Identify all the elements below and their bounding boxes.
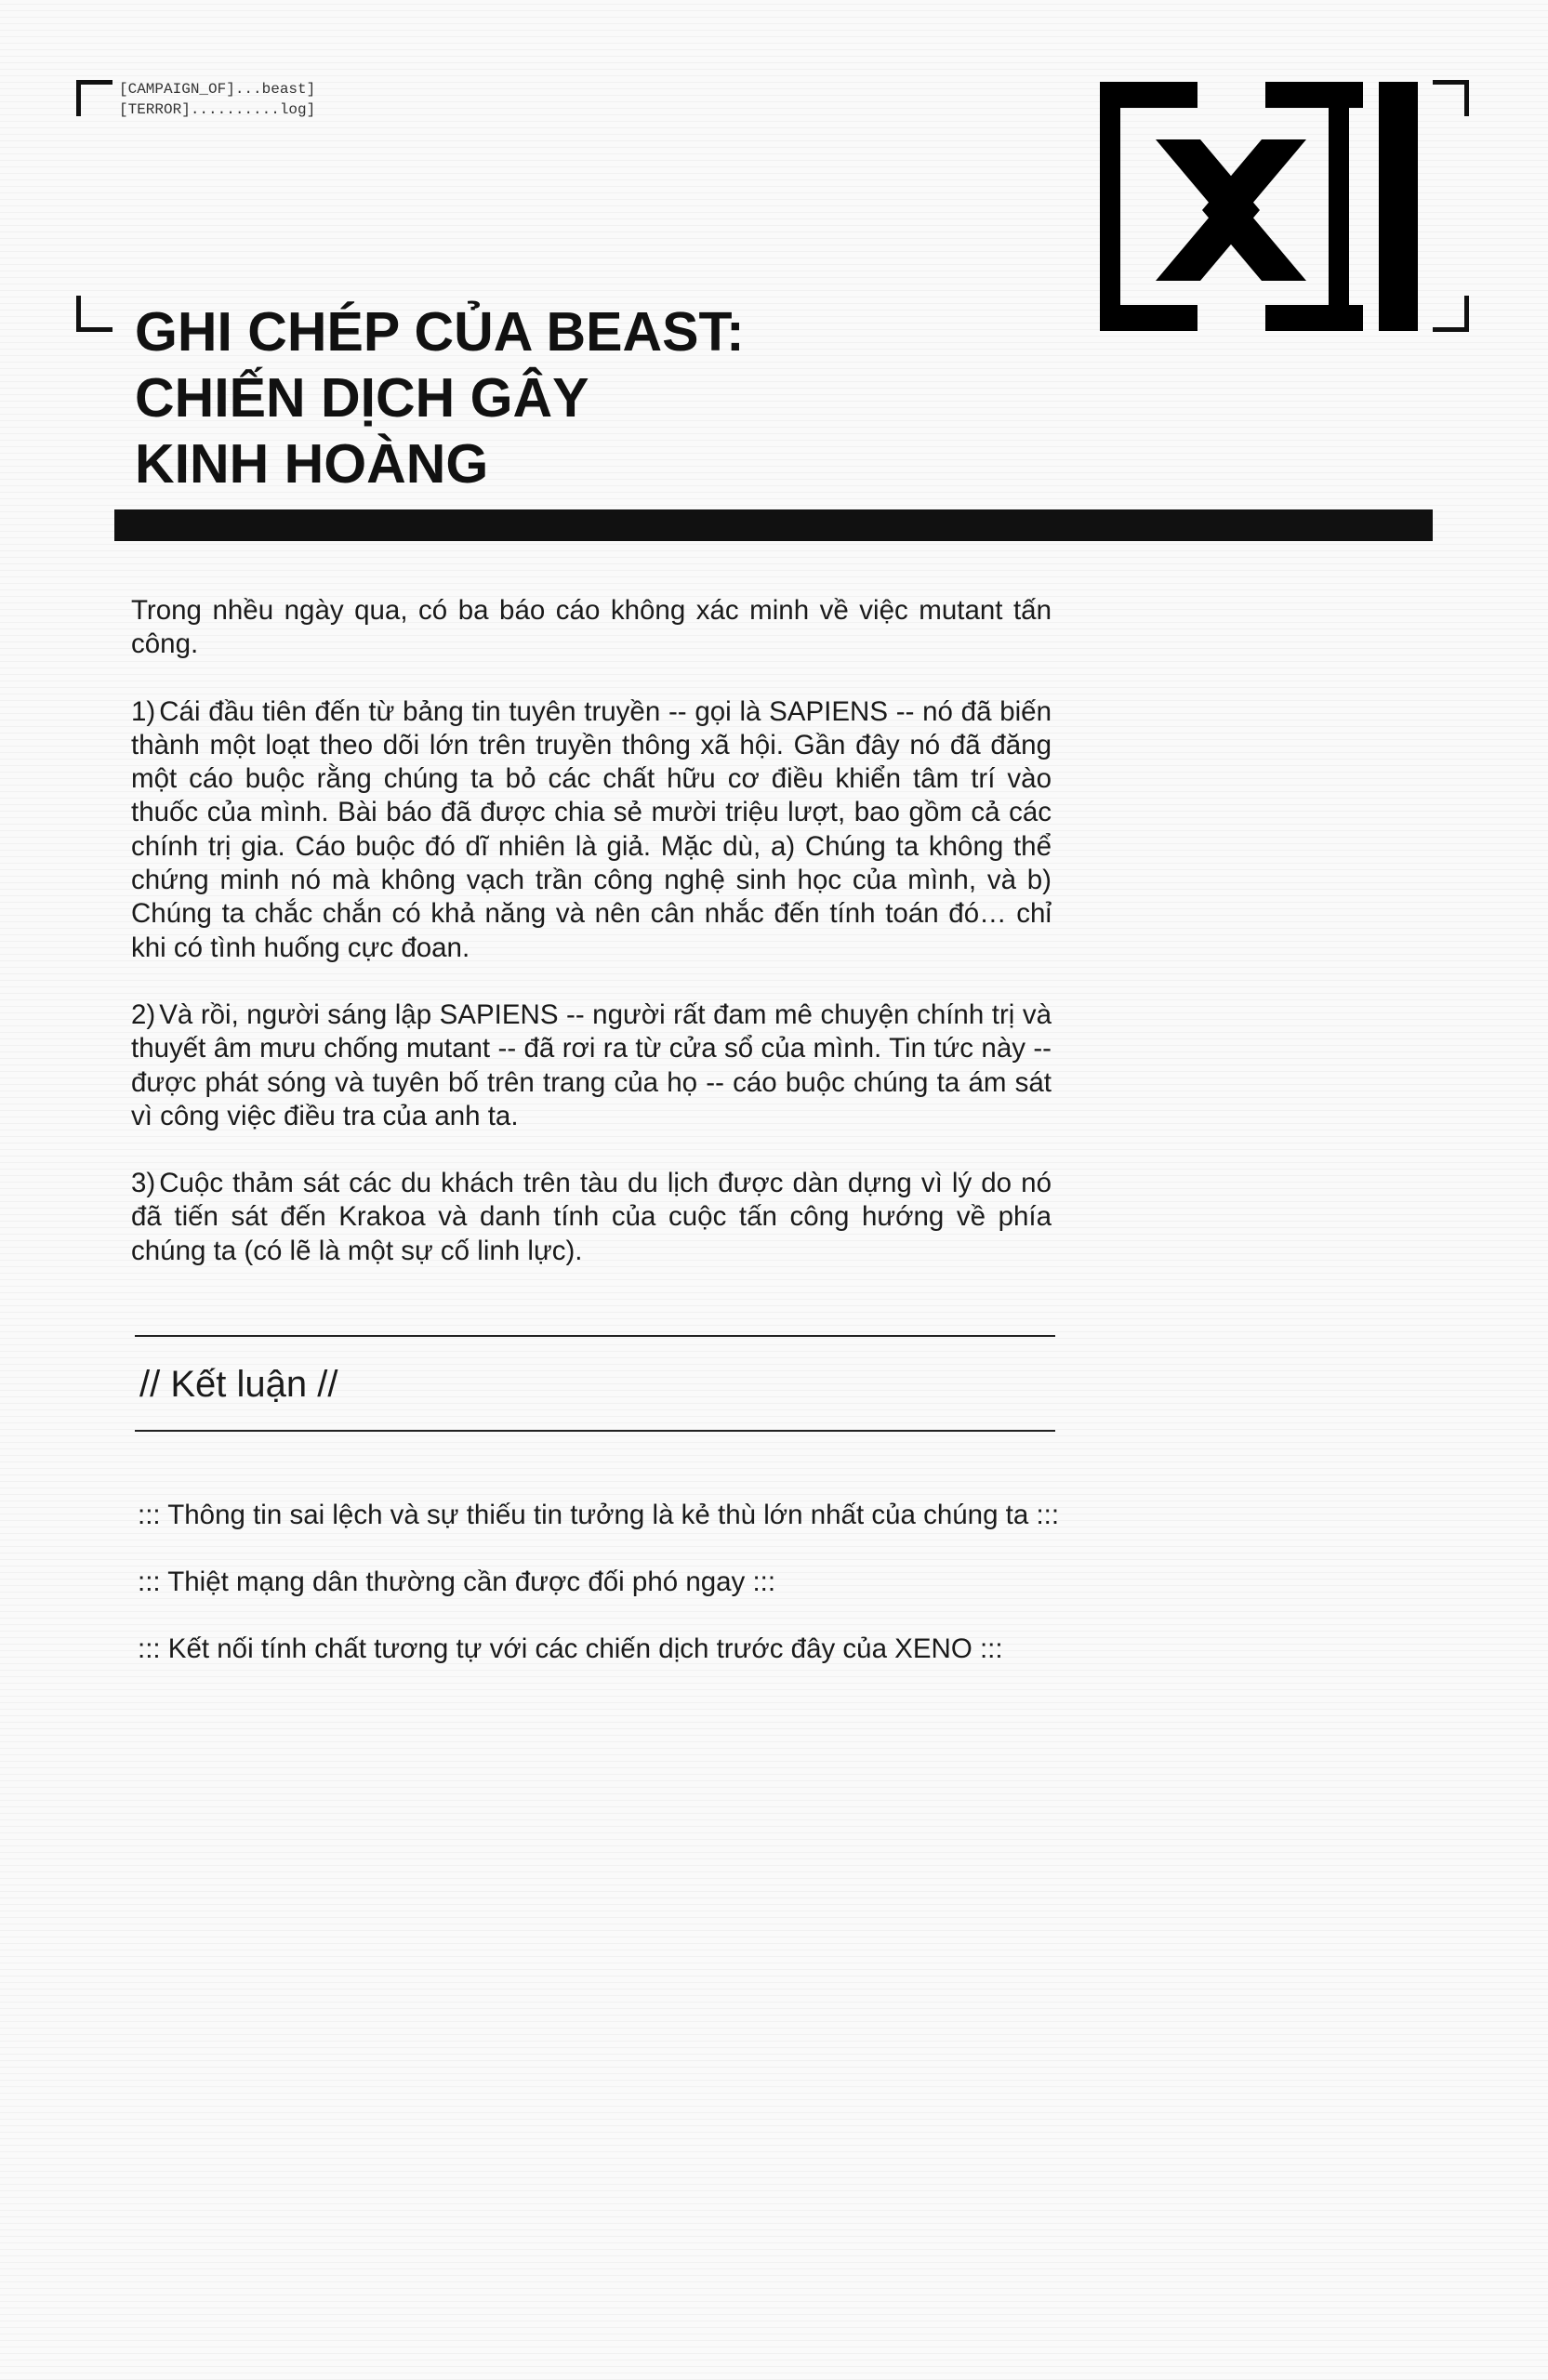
report-point — [131, 998, 1052, 1133]
conclusion-line: ::: Kết nối tính chất tương tự với các chiến dịch trước đây của XENO ::: — [138, 1633, 1003, 1664]
conclusion-line: ::: Thiệt mạng dân thường cần được đối phó ngay ::: — [138, 1567, 776, 1597]
corner-bracket-top-right — [1433, 80, 1469, 116]
title-rule — [114, 509, 1433, 541]
report-point — [131, 695, 1052, 965]
conclusion-bottom-divider — [135, 1430, 1055, 1432]
conclusion-line: ::: Thông tin sai lệch và sự thiếu tin tưởng là kẻ thù lớn nhất của chúng ta ::: — [138, 1500, 1060, 1530]
corner-bracket-bottom-right — [1433, 296, 1469, 332]
point-number: 3) — [131, 1168, 156, 1199]
report-point — [131, 1167, 1052, 1268]
x-men-logo-icon — [1100, 82, 1418, 331]
page-title-line: KINH HOÀNG — [135, 433, 489, 495]
point-number: 2) — [131, 998, 156, 1030]
file-tag — [119, 79, 315, 120]
report-body — [131, 594, 1052, 1302]
point-text: Và rồi, người sáng lập SAPIENS -- người rất đam mê chuyện chính trị và thuyết âm mưu chống mutant -- đã rơi ra từ cửa sổ của mình. Tin tức này -- được phát sóng và tuyên bố trên trang của họ -- cáo buộc chúng ta ám sát vì công việc điều tra của anh ta. — [131, 998, 1052, 1131]
conclusion-title: // Kết luận // — [139, 1364, 338, 1405]
file-tag-line: [CAMPAIGN_OF]...beast] — [119, 81, 316, 98]
file-tag-line: [TERROR]..........log] — [119, 101, 316, 118]
conclusion-top-divider — [135, 1335, 1055, 1337]
page-title — [135, 299, 745, 497]
intro-paragraph: Trong nhều ngày qua, có ba báo cáo không xác minh về việc mutant tấn công. — [131, 595, 1052, 660]
page-title-line: GHI CHÉP CỦA BEAST: — [135, 301, 745, 363]
point-text: Cuộc thảm sát các du khách trên tàu du lịch được dàn dựng vì lý do nó đã tiến sát đến Krakoa và danh tính của cuộc tấn công hướng về phía chúng ta (có lẽ là một sự cố linh lực). — [131, 1168, 1052, 1266]
corner-bracket-bottom-left — [76, 296, 112, 332]
corner-bracket-top-left — [76, 80, 112, 116]
point-text: Cái đầu tiên đến từ bảng tin tuyên truyền -- gọi là SAPIENS -- nó đã biến thành một loạt theo dõi lớn trên truyền thông xã hội. Gần đây nó đã đăng một cáo buộc rằng chúng ta bỏ các chất hữu cơ điều khiển tâm trí vào thuốc của mình. Bài báo đã được chia sẻ mười triệu lượt, bao gồm cả các chính trị gia. Cáo buộc đó dĩ nhiên là giả. Mặc dù, a) Chúng ta không thể chứng minh nó mà không vạch trần công nghệ sinh học của mình, và b) Chúng ta chắc chắn có khả năng và nên cân nhắc đến tính toán đó… chỉ khi có tình huống cực đoan. — [131, 695, 1052, 963]
point-number: 1) — [131, 695, 156, 727]
page-title-line: CHIẾN DỊCH GÂY — [135, 367, 589, 429]
